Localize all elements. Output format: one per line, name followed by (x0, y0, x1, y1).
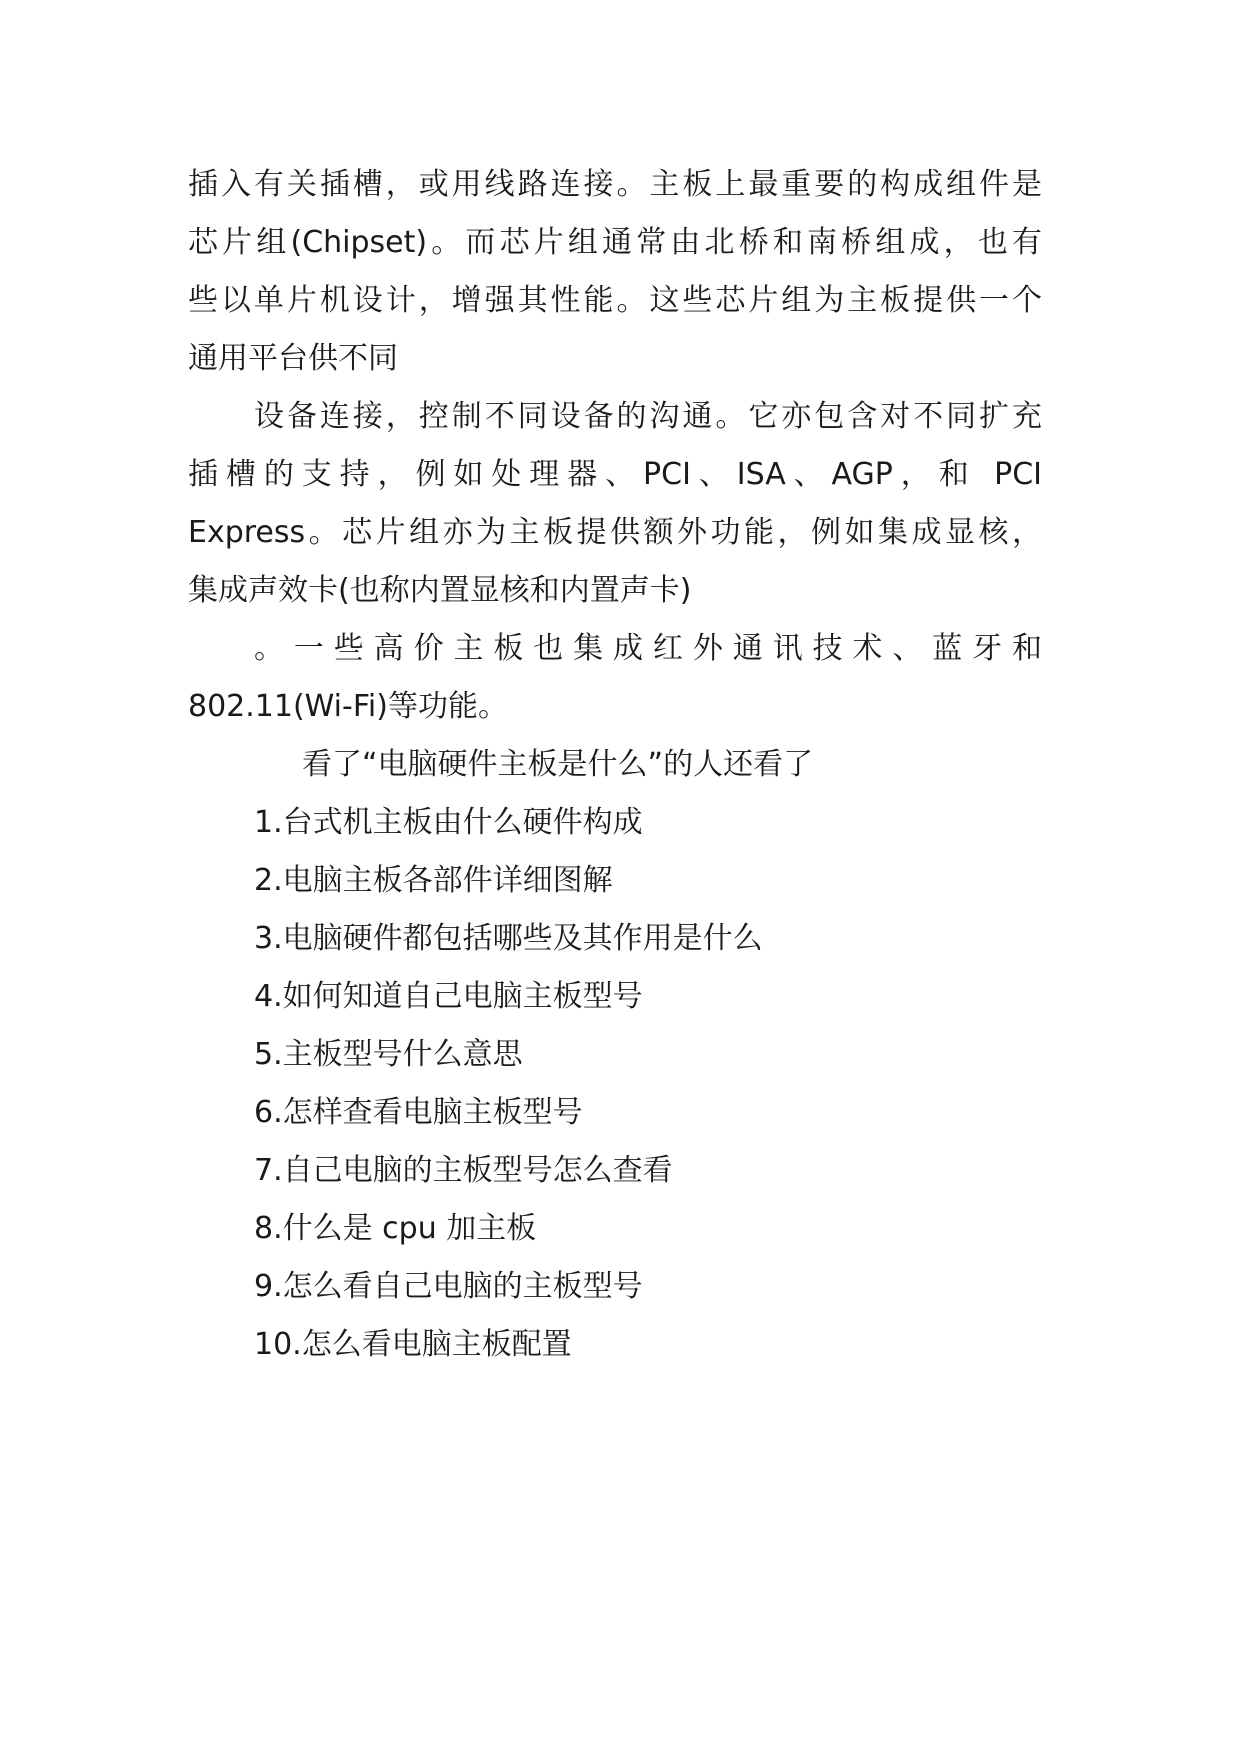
paragraph-line: 芯片组(Chipset)。而芯片组通常由北桥和南桥组成，也有 (188, 225, 1042, 260)
related-link[interactable]: 2.电脑主板各部件详细图解 (254, 863, 613, 898)
paragraph-line: 插入有关插槽，或用线路连接。主板上最重要的构成组件是 (188, 167, 1042, 202)
paragraph-line: 些以单片机设计，增强其性能。这些芯片组为主板提供一个 (188, 283, 1042, 318)
paragraph-line: Express。芯片组亦为主板提供额外功能，例如集成显核， (188, 515, 1042, 550)
related-link[interactable]: 10.怎么看电脑主板配置 (254, 1327, 572, 1362)
related-link[interactable]: 3.电脑硬件都包括哪些及其作用是什么 (254, 921, 763, 956)
related-link[interactable]: 7.自己电脑的主板型号怎么查看 (254, 1153, 673, 1188)
paragraph-line: 802.11(Wi-Fi)等功能。 (188, 689, 508, 724)
paragraph-line: 插槽的支持，例如处理器、PCI、ISA、AGP，和 PCI (188, 457, 1042, 492)
paragraph-line: 设备连接，控制不同设备的沟通。它亦包含对不同扩充 (254, 399, 1042, 434)
related-link[interactable]: 8.什么是 cpu 加主板 (254, 1211, 537, 1246)
paragraph-line: 通用平台供不同 (188, 341, 398, 376)
related-link[interactable]: 5.主板型号什么意思 (254, 1037, 523, 1072)
related-link[interactable]: 4.如何知道自己电脑主板型号 (254, 979, 643, 1014)
related-heading: 看了“电脑硬件主板是什么”的人还看了 (302, 747, 814, 782)
related-link[interactable]: 6.怎样查看电脑主板型号 (254, 1095, 583, 1130)
related-link[interactable]: 1.台式机主板由什么硬件构成 (254, 805, 643, 840)
paragraph-line: 集成声效卡(也称内置显核和内置声卡) (188, 573, 692, 608)
paragraph-line: 。一些高价主板也集成红外通讯技术、蓝牙和 (254, 631, 1042, 666)
related-link[interactable]: 9.怎么看自己电脑的主板型号 (254, 1269, 643, 1304)
